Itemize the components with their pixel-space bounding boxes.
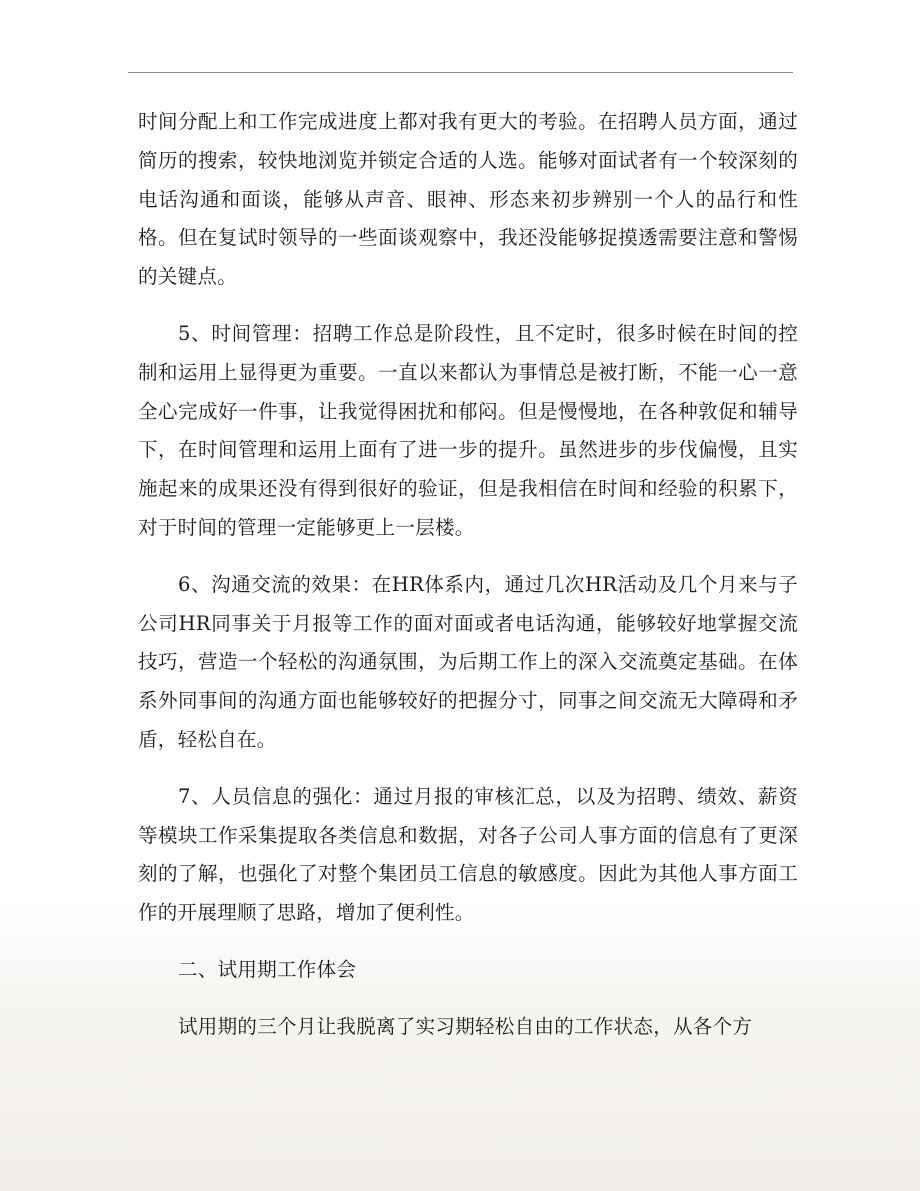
paragraph-gap — [138, 760, 798, 778]
section-heading: 二、试用期工作体会 — [178, 957, 357, 981]
paragraph-personnel-info: 7、人员信息的强化：通过月报的审核汇总，以及为招聘、绩效、薪资等模块工作采集提取各类信息和数据，对各子公司人事方面的信息有了更深刻的了解，也强化了对整个集团员工信息的敏感度。因此为其他人事方面工作的开展理顺了思路，增加了便利性。 — [138, 784, 798, 925]
paragraph-gap — [138, 933, 798, 951]
paragraph-probation-intro: 试用期的三个月让我脱离了实习期轻松自由的工作状态，从各个方 — [178, 1014, 753, 1038]
header-rule — [128, 72, 793, 73]
paragraph-communication: 6、沟通交流的效果：在HR体系内，通过几次HR活动及几个月来与子公司HR同事关于月报等工作的面对面或者电话沟通，能够较好地掌握交流技巧，营造一个轻松的沟通氛围，为后期工作上的深入交流奠定基础。在体系外同事间的沟通方面也能够较好的把握分寸，同事之间交流无大障碍和矛盾，轻松自在。 — [138, 572, 798, 751]
paragraph-continuation: 时间分配上和工作完成进度上都对我有更大的考验。在招聘人员方面，通过简历的搜索，较快地浏览并锁定合适的人选。能够对面试者有一个较深刻的电话沟通和面谈，能够从声音、眼神、形态来初步辨别一个人的品行和性格。但在复试时领导的一些面谈观察中，我还没能够捉摸透需要注意和警惕的关键点。 — [138, 110, 798, 289]
paragraph-gap — [138, 990, 798, 1008]
document-body — [138, 103, 798, 1047]
paragraph-gap — [138, 297, 798, 315]
paragraph-gap — [138, 548, 798, 566]
paragraph-time-management: 5、时间管理：招聘工作总是阶段性，且不定时，很多时候在时间的控制和运用上显得更为重要。一直以来都认为事情总是被打断，不能一心一意全心完成好一件事，让我觉得困扰和郁闷。但是慢慢地，在各种敦促和辅导下，在时间管理和运用上面有了进一步的提升。虽然进步的步伐偏慢，且实施起来的成果还没有得到很好的验证，但是我相信在时间和经验的积累下，对于时间的管理一定能够更上一层楼。 — [138, 321, 798, 539]
